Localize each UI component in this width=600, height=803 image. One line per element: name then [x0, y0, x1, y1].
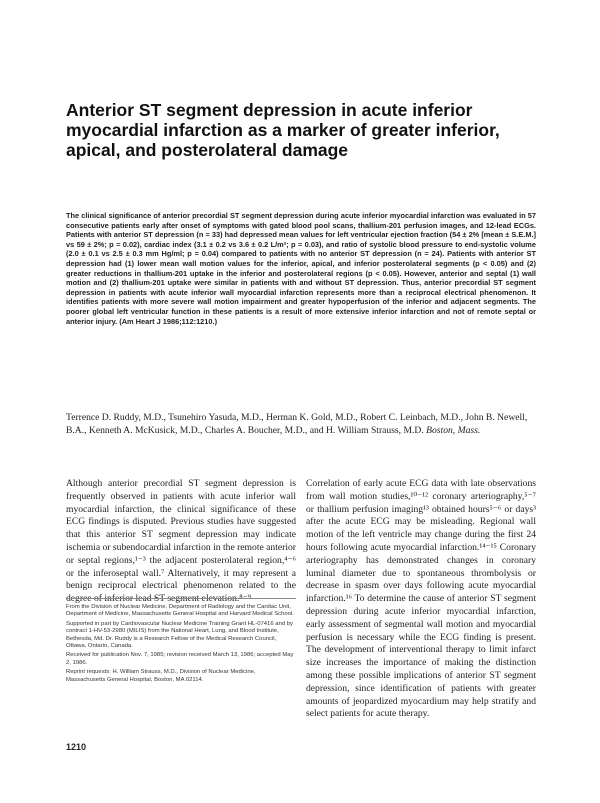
footnote: From the Division of Nuclear Medicine, Department of Radiology and the Cardiac Unit, Department of Medicine, Massachusetts General Hospital and Harvard Medical School.	[66, 604, 294, 618]
page-number: 1210	[66, 742, 87, 752]
author-list	[66, 411, 536, 437]
footnote: Reprint requests: H. William Strauss, M.D., Division of Nuclear Medicine, Massachusetts General Hospital, Boston, MA 02114.	[66, 669, 256, 683]
footnotes	[66, 604, 296, 686]
authors: Terrence D. Ruddy, M.D., Tsunehiro Yasuda, M.D., Herman K. Gold, M.D., Robert C. Leinbach, M.D., John B. Newell, B.A., Kenneth A. McKusick, M.D., Charles A. Boucher, M.D., and H. William Strauss, M.D.	[66, 412, 528, 436]
body-text-left-column: Although anterior precordial ST segment depression is frequently observed in patients with acute inferior wall myocardial infarction, the clinical significance of these ECG findings is disputed. Previous studies have suggested that this anterior ST segment depression may indicate ischemia or subendocardial infarction in the remote anterior or septal regions,¹⁻³ the adjacent posterolateral region,⁴⁻⁶ or the inferoseptal wall.⁷ Alternatively, it may represent a benign reciprocal electrical phenomenon related to the degree of inferior lead ST segment elevation.⁸⁻⁹	[66, 478, 296, 605]
body-text-right-column: Correlation of early acute ECG data with late observations from wall motion studies,¹⁰⁻¹² coronary arteriography,⁵⁻⁷ or thallium perfusion imaging¹³ obtained hours⁵⁻⁶ or days³ after the acute ECG may be misleading. Regional wall motion of the left ventricle may change during the first 24 hours following acute myocardial infarction.¹⁴⁻¹⁵ Coronary arteriography has demonstrated changes in coronary luminal diameter due to spontaneous thrombolysis or decrease in spasm over days following acute myocardial infarction.¹⁶ To determine the cause of anterior ST segment depression during acute inferior myocardial infarction, early assessment of segmental wall motion and myocardial perfusion is necessary while the ECG finding is present. The development of interventional therapy to limit infarct size increases the importance of making the distinction among these possible implications of anterior ST segment depression, since identification of patients with greater amounts of jeopardized myocardium may help stratify and select patients for acute therapy.	[306, 478, 536, 720]
footnote: Received for publication Nov. 7, 1985; revision received March 13, 1986; accepted May 2, 1986.	[66, 652, 294, 666]
footnote-divider	[66, 598, 296, 599]
article-title: Anterior ST segment depression in acute inferior myocardial infarction as a marker of greater inferior, apical, and posterolateral damage	[66, 100, 500, 160]
affiliation-location: Boston, Mass.	[426, 425, 481, 436]
abstract: The clinical significance of anterior precordial ST segment depression during acute inferior myocardial infarction was evaluated in 57 consecutive patients early after onset of symptoms with gated blood pool scans, thallium-201 perfusion images, and 12-lead ECGs. Patients with anterior ST depression (n = 33) had depressed mean values for left ventricular ejection fraction (54 ± 2% [mean ± S.E.M.] vs 59 ± 2%; p = 0.02), cardiac index (3.1 ± 0.2 vs 3.6 ± 0.2 L/m²; p = 0.03), and ratio of systolic blood pressure to end-systolic volume (2.0 ± 0.1 vs 2.5 ± 0.3 mm Hg/ml; p = 0.04) compared to patients with no anterior ST depression (n = 24). Patients with anterior ST depression had (1) lower mean wall motion values for the inferior, apical, and inferior posterolateral segments (p < 0.05) and (2) greater reductions in thallium-201 uptake in the inferior and posterolateral regions (p < 0.05). However, anterior and septal (1) wall motion and (2) thallium-201 uptake were similar in patients with and without ST depression. Thus, anterior precordial ST segment depression in patients with acute inferior wall myocardial infarction represents more than a reciprocal electrical phenomenon. It identifies patients with more severe wall motion impairment and greater hypoperfusion of the inferior and adjacent segments. The poorer global left ventricular function in these patients is a result of more extensive inferior infarction and not of remote septal or anterior injury. (Am Heart J 1986;112:1210.)	[66, 211, 536, 326]
footnote: Supported in part by Cardiovascular Nuclear Medicine Training Grant HL-07416 and by contract 1-HV-53-2980 (MILIS) from the National Heart, Lung, and Blood Institute, Bethesda, Md. Dr. Ruddy is a Research Fellow of the Medical Research Council, Ottawa, Ontario, Canada.	[66, 620, 293, 650]
